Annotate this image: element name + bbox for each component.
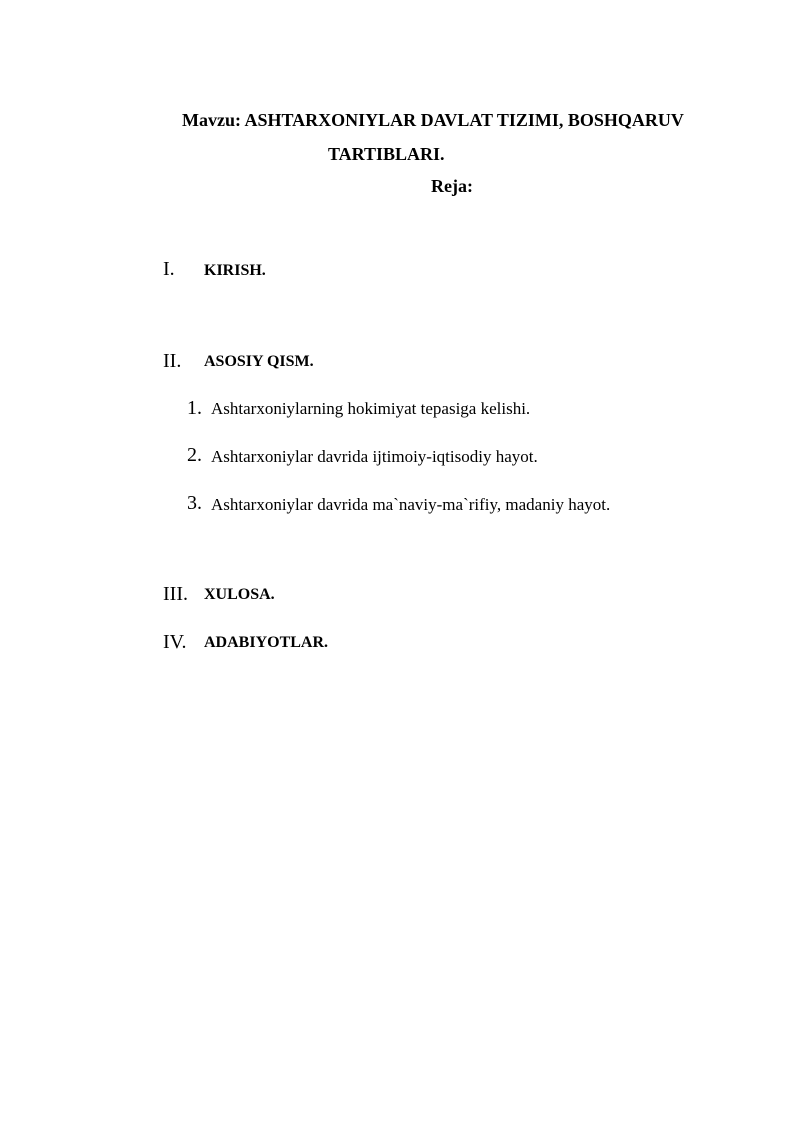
subitem-text-1: Ashtarxoniylarning hokimiyat tepasiga kelishi. [211, 399, 531, 418]
section-numeral-2: II. [163, 350, 182, 372]
subitem-number-2: 2. [187, 444, 202, 466]
document-title-line-2: TARTIBLARI. [328, 144, 445, 164]
subitem-text-2: Ashtarxoniylar davrida ijtimoiy-iqtisodiy hayot. [211, 447, 538, 466]
section-label-conclusion: XULOSA. [204, 586, 275, 603]
subitem-text-3: Ashtarxoniylar davrida ma`naviy-ma`rifiy, madaniy hayot. [211, 495, 611, 514]
section-label-introduction: KIRISH. [204, 262, 266, 279]
plan-heading: Reja: [431, 176, 473, 196]
document-title-line-1: Mavzu: ASHTARXONIYLAR DAVLAT TIZIMI, BOSHQARUV [182, 110, 684, 130]
section-label-main-part: ASOSIY QISM. [204, 353, 314, 370]
section-numeral-1: I. [163, 258, 175, 280]
section-numeral-4: IV. [163, 631, 187, 653]
section-label-references: ADABIYOTLAR. [204, 634, 329, 651]
subitem-number-1: 1. [187, 397, 202, 419]
subitem-number-3: 3. [187, 492, 202, 514]
section-numeral-3: III. [163, 583, 188, 605]
